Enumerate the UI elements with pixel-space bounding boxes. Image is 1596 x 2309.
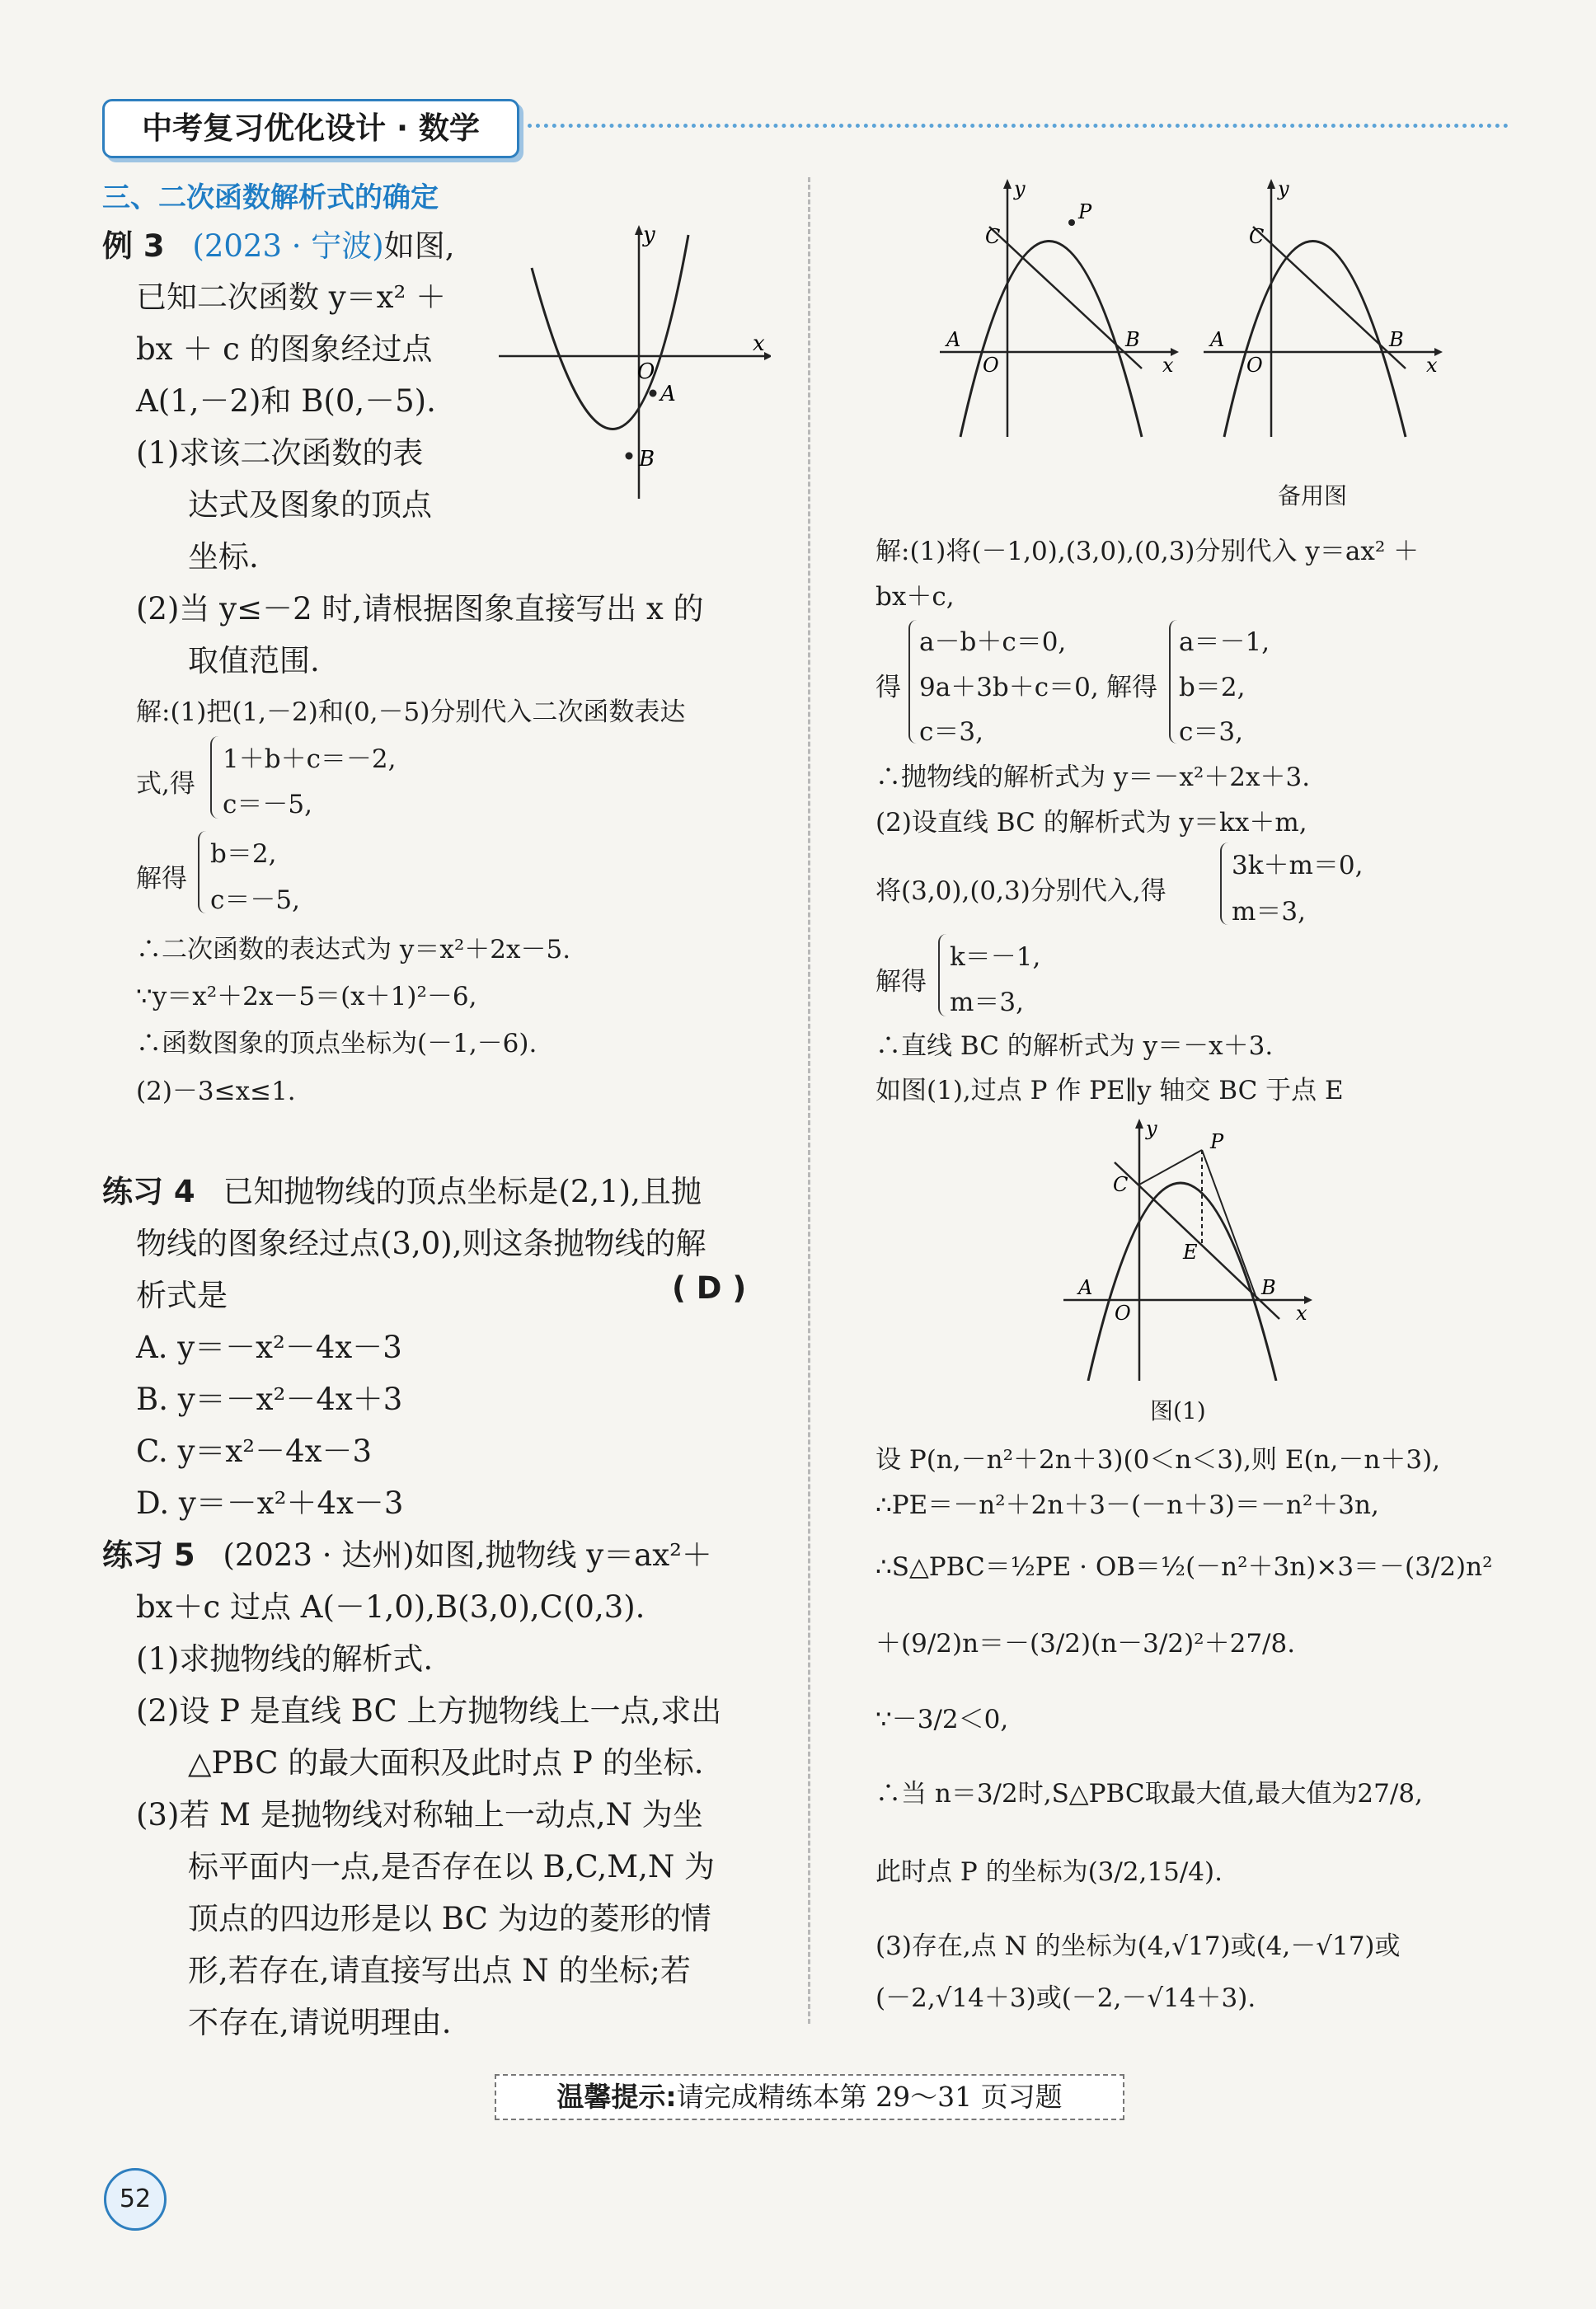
practice5-q3-line2: 标平面内一点,是否存在以 B,C,M,N 为 <box>188 1849 716 1884</box>
practice5-graph <box>940 177 1187 441</box>
right-sys3-a: 3k＋m＝0, <box>1232 851 1364 880</box>
parabola <box>960 242 1142 438</box>
point-a <box>650 390 657 397</box>
right-sol-line4: (2)设直线 BC 的解析式为 y＝kx＋m, <box>875 808 1307 838</box>
y-axis-arrow <box>1003 179 1012 189</box>
right-sol-line1: 解:(1)将(－1,0),(3,0),(0,3)分别代入 y＝ax² ＋ <box>875 537 1420 566</box>
example3-sol-line6: ∴函数图象的顶点坐标为(－1,－6). <box>136 1029 537 1058</box>
label-a: A <box>946 328 961 351</box>
example3-sol-prefix2: 解得 <box>136 864 187 894</box>
practice4-answer: ( D ) <box>672 1270 747 1306</box>
example3-stem-tail: 如图, <box>383 228 455 264</box>
example3-sol-line7: (2)－3≤x≤1. <box>136 1077 296 1106</box>
label-b: B <box>639 447 655 472</box>
example3-sol-prefix1: 式,得 <box>136 769 195 799</box>
practice4-option-b: B. y＝－x²－4x＋3 <box>136 1382 403 1417</box>
label-y: y <box>1278 177 1289 200</box>
label-x: x <box>1296 1302 1307 1325</box>
right-sys2-c: c＝3, <box>1179 717 1243 747</box>
page-number: 52 <box>104 2168 167 2231</box>
right-sol-line15: 此时点 P 的坐标为(3/2,15/4). <box>875 1857 1223 1887</box>
right-sys4-a: k＝－1, <box>950 942 1041 972</box>
point-p <box>1068 219 1075 226</box>
example3-q2-line2: 取值范围. <box>188 643 320 678</box>
practice5-source: (2023 · 达州) <box>223 1537 415 1573</box>
label-a: A <box>1078 1276 1093 1299</box>
tip-box <box>495 2074 1124 2120</box>
example3-source: (2023 · 宁波) <box>192 228 384 264</box>
practice5-q3-line5: 不存在,请说明理由. <box>188 2005 452 2040</box>
example3-q1-line1: (1)求该二次函数的表 <box>136 435 424 471</box>
example3-label: 例 3 <box>102 228 165 264</box>
label-a: A <box>660 382 676 406</box>
example3-sol-line4: ∴二次函数的表达式为 y＝x²＋2x－5. <box>136 935 571 964</box>
figure1-caption: 图(1) <box>1150 1397 1206 1424</box>
example3-stem-line3: bx ＋ c 的图象经过点 <box>136 331 433 367</box>
example3-graph <box>499 218 771 499</box>
right-sys3-b: m＝3, <box>1232 897 1306 927</box>
spare-graph <box>1204 177 1451 441</box>
brace <box>938 934 948 1016</box>
section-title: 三、二次函数解析式的确定 <box>102 181 439 214</box>
practice4-line1 <box>102 1166 702 1211</box>
right-sys2-b: b＝2, <box>1179 673 1246 702</box>
label-o: O <box>1115 1302 1131 1325</box>
x-axis-arrow <box>764 352 771 360</box>
brace <box>908 620 918 744</box>
figure-1 <box>1063 1117 1327 1381</box>
example3-sol-line1: 解:(1)把(1,－2)和(0,－5)分别代入二次函数表达 <box>136 697 686 727</box>
practice5-stem-tail: 如图,抛物线 y＝ax²＋ <box>414 1537 712 1573</box>
right-sys1-c: c＝3, <box>919 717 983 747</box>
label-y: y <box>643 223 655 247</box>
practice5-label: 练习 5 <box>102 1537 195 1573</box>
right-sol-line13: ∵－3/2＜0, <box>875 1705 1009 1734</box>
label-c: C <box>1113 1173 1129 1196</box>
label-o: O <box>983 354 999 377</box>
example3-stem-line2: 已知二次函数 y＝x² ＋ <box>136 279 447 315</box>
example3-sys1-b: c＝－5, <box>223 790 312 819</box>
label-p: P <box>1210 1130 1224 1153</box>
practice4-option-a: A. y＝－x²－4x－3 <box>136 1330 402 1365</box>
example3-sys1-a: 1＋b＋c＝－2, <box>223 744 397 774</box>
practice4-option-c: C. y＝x²－4x－3 <box>136 1434 373 1469</box>
right-sol-line17: (－2,√14＋3)或(－2,－√14＋3). <box>875 1983 1256 2013</box>
brace <box>210 736 220 819</box>
header-title: 中考复习优化设计 · 数学 <box>102 99 519 158</box>
practice4-option-d: D. y＝－x²＋4x－3 <box>136 1485 404 1521</box>
example3-stem-line4: A(1,－2)和 B(0,－5). <box>136 383 436 419</box>
label-b: B <box>1261 1276 1276 1299</box>
label-x: x <box>1162 354 1174 377</box>
brace <box>198 831 208 913</box>
practice5-line1 <box>102 1530 712 1575</box>
label-b: B <box>1125 328 1140 351</box>
right-sol-line10: ∴PE＝－n²＋2n＋3－(－n＋3)＝－n²＋3n, <box>875 1490 1379 1520</box>
parabola <box>1224 242 1406 438</box>
practice4-stem-line1: 已知抛物线的顶点坐标是(2,1),且抛 <box>223 1174 702 1209</box>
right-sol-line9: 设 P(n,－n²＋2n＋3)(0＜n＜3),则 E(n,－n＋3), <box>875 1445 1441 1475</box>
y-axis-arrow <box>1135 1119 1143 1129</box>
example3-line1 <box>102 221 455 265</box>
label-o: O <box>1246 354 1263 377</box>
practice5-q2-line2: △PBC 的最大面积及此时点 P 的坐标. <box>188 1745 704 1781</box>
practice4-stem-line2: 物线的图象经过点(3,0),则这条抛物线的解 <box>136 1226 706 1261</box>
practice5-q3-line1: (3)若 M 是抛物线对称轴上一动点,N 为坐 <box>136 1797 703 1833</box>
example3-sys2-b: c＝－5, <box>210 885 300 915</box>
label-x: x <box>753 331 765 356</box>
label-x: x <box>1426 354 1438 377</box>
parabola <box>1088 1183 1276 1381</box>
right-sol-line14: ∴当 n＝3/2时,S△PBC取最大值,最大值为27/8, <box>875 1779 1423 1809</box>
right-sol-line3: ∴抛物线的解析式为 y＝－x²＋2x＋3. <box>875 763 1311 792</box>
label-e: E <box>1183 1241 1198 1264</box>
right-sol-line5: 将(3,0),(0,3)分别代入,得 <box>875 876 1166 906</box>
example3-q1-line2: 达式及图象的顶点 <box>188 487 432 523</box>
label-b: B <box>1389 328 1404 351</box>
y-axis-arrow <box>1267 179 1275 189</box>
practice5-q1: (1)求抛物线的解析式. <box>136 1641 434 1677</box>
tip-label: 温馨提示: <box>556 2081 677 2113</box>
label-o: O <box>637 359 655 384</box>
example3-q2-line1: (2)当 y≤－2 时,请根据图象直接写出 x 的 <box>136 591 704 627</box>
line-cp <box>1139 1150 1202 1185</box>
tip-text: 请完成精练本第 29～31 页习题 <box>676 2081 1063 2113</box>
right-sol-line2: bx＋c, <box>875 582 955 612</box>
practice5-q2-line1: (2)设 P 是直线 BC 上方抛物线上一点,求出 <box>136 1693 722 1729</box>
right-sys1-a: a－b＋c＝0, <box>919 627 1067 657</box>
right-sol-prefix6: 解得 <box>875 967 927 997</box>
label-c: C <box>985 225 1001 248</box>
label-y: y <box>1146 1117 1157 1140</box>
right-sys4-b: m＝3, <box>950 988 1024 1017</box>
column-divider <box>808 177 810 2024</box>
right-sys-prefix: 得 <box>875 673 901 702</box>
point-b <box>626 453 633 460</box>
label-y: y <box>1014 177 1026 200</box>
label-c: C <box>1249 225 1265 248</box>
example3-sys2-a: b＝2, <box>210 839 277 869</box>
right-sol-line12: ＋(9/2)n＝－(3/2)(n－3/2)²＋27/8. <box>875 1629 1296 1659</box>
example3-sol-line5: ∵y＝x²＋2x－5＝(x＋1)²－6, <box>136 982 477 1011</box>
brace <box>1220 842 1230 925</box>
header-divider <box>528 124 1509 128</box>
example3-q1-line3: 坐标. <box>188 539 259 575</box>
right-sys1-b: 9a＋3b＋c＝0, <box>919 673 1099 702</box>
practice4-label: 练习 4 <box>102 1174 195 1209</box>
spare-caption: 备用图 <box>1278 482 1348 509</box>
brace <box>1169 620 1179 744</box>
line-pb <box>1202 1150 1257 1300</box>
right-sol-line16: (3)存在,点 N 的坐标为(4,√17)或(4,－√17)或 <box>875 1931 1401 1961</box>
y-axis-arrow <box>635 225 643 235</box>
label-a: A <box>1210 328 1225 351</box>
right-sol-line7: ∴直线 BC 的解析式为 y＝－x＋3. <box>875 1031 1274 1061</box>
practice4-stem-line3: 析式是 <box>136 1278 228 1313</box>
right-sol-line8: 如图(1),过点 P 作 PE∥y 轴交 BC 于点 E <box>875 1076 1344 1105</box>
practice5-q3-line3: 顶点的四边形是以 BC 为边的菱形的情 <box>188 1901 711 1936</box>
right-sys2-a: a＝－1, <box>1179 627 1270 657</box>
label-p: P <box>1078 200 1092 223</box>
right-sol-line11: ∴S△PBC＝½PE · OB＝½(－n²＋3n)×3＝－(3/2)n² <box>875 1552 1493 1582</box>
practice5-q3-line4: 形,若存在,请直接写出点 N 的坐标;若 <box>188 1953 691 1988</box>
right-sys-mid: 解得 <box>1106 673 1157 702</box>
practice5-stem-line2: bx＋c 过点 A(－1,0),B(3,0),C(0,3). <box>136 1589 645 1625</box>
